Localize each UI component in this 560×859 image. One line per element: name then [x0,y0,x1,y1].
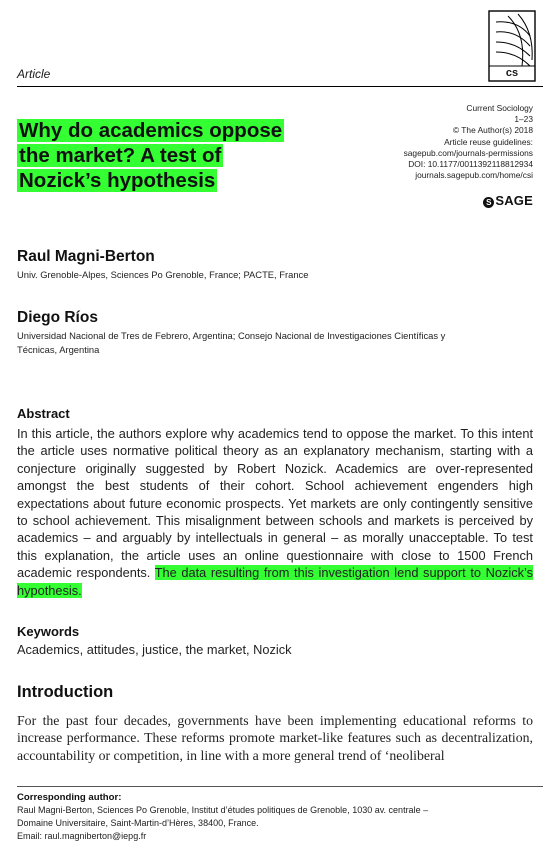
introduction-text: For the past four decades, governments have been implementing educational reforms to increase performance. These reforms promote market-like features such as decentralization, accountability or competition, in line with a more general trend of ‘neoliberal [17,713,533,763]
sage-icon: S [483,197,494,208]
publisher-logo [483,193,533,208]
keywords-heading: Keywords [17,624,80,639]
author-name: Raul Magni-Berton [17,248,155,265]
title-line: Nozick’s hypothesis [19,169,216,192]
doi[interactable]: DOI: 10.1177/0011392118812934 [408,159,533,170]
title-line: the market? A test of [19,144,222,167]
abstract-body: In this article, the authors explore why academics tend to oppose the market. To this intent the article uses normative political theory as an explanatory mechanism, starting with a conjecture originally suggested by Robert Nozick. Academics are over-represented amongst the best students of their cohort. School achievement engenders high expectations about future economic prospects. Yet markets are only contingently sensitive to school achievement. This misalignment between schools and markets is perceived by academics – and arguably by intellectuals in general – as morally unacceptable. To test this explanation, the article uses an online questionnaire with close to 1500 French academic respondents. [17,426,533,581]
author-affiliation: Univ. Grenoble-Alpes, Sciences Po Grenoble, France; PACTE, France [17,269,309,280]
corresponding-line: Raul Magni-Berton, Sciences Po Grenoble, Institut d’études politiques de Grenoble, 1030 av. centrale – [17,805,429,815]
logo-text: cs [505,67,519,79]
journal-name: Current Sociology [466,103,533,113]
journal-metadata [404,103,533,181]
journal-link[interactable]: journals.sagepub.com/home/csi [415,170,533,181]
abstract-heading: Abstract [17,406,70,421]
abstract-text [17,425,533,599]
permissions-link[interactable]: sagepub.com/journals-permissions [403,147,533,158]
footnote-rule [17,786,543,787]
author-affiliation [17,329,445,357]
corresponding-line: Domaine Universitaire, Saint-Martin-d’Hères, 38400, France. [17,818,259,828]
corresponding-email[interactable]: Email: raul.magniberton@iepg.fr [17,831,147,841]
header-rule [17,86,543,87]
affiliation-line: Universidad Nacional de Tres de Febrero, Argentina; Consejo Nacional de Investigaciones Científicas y [17,330,446,341]
corresponding-details [17,804,537,843]
paper-title [17,118,347,193]
copyright: © The Author(s) 2018 [452,125,533,136]
keywords-list: Academics, attitudes, justice, the market, Nozick [17,642,292,657]
author-name: Diego Ríos [17,309,98,326]
article-type-label: Article [17,67,51,81]
page-range: 1–23 [514,114,533,125]
journal-logo [488,10,536,82]
highlighted-sentence: The data resulting from this investigation lend support to Nozick’s hypothesis. [17,565,534,598]
affiliation-line: Técnicas, Argentina [17,344,100,355]
title-line: Why do academics oppose [19,119,283,142]
corresponding-heading: Corresponding author: [17,792,122,803]
publisher-name: SAGE [495,193,533,208]
introduction-heading: Introduction [17,683,114,701]
reuse-guidelines: Article reuse guidelines: [444,136,533,147]
